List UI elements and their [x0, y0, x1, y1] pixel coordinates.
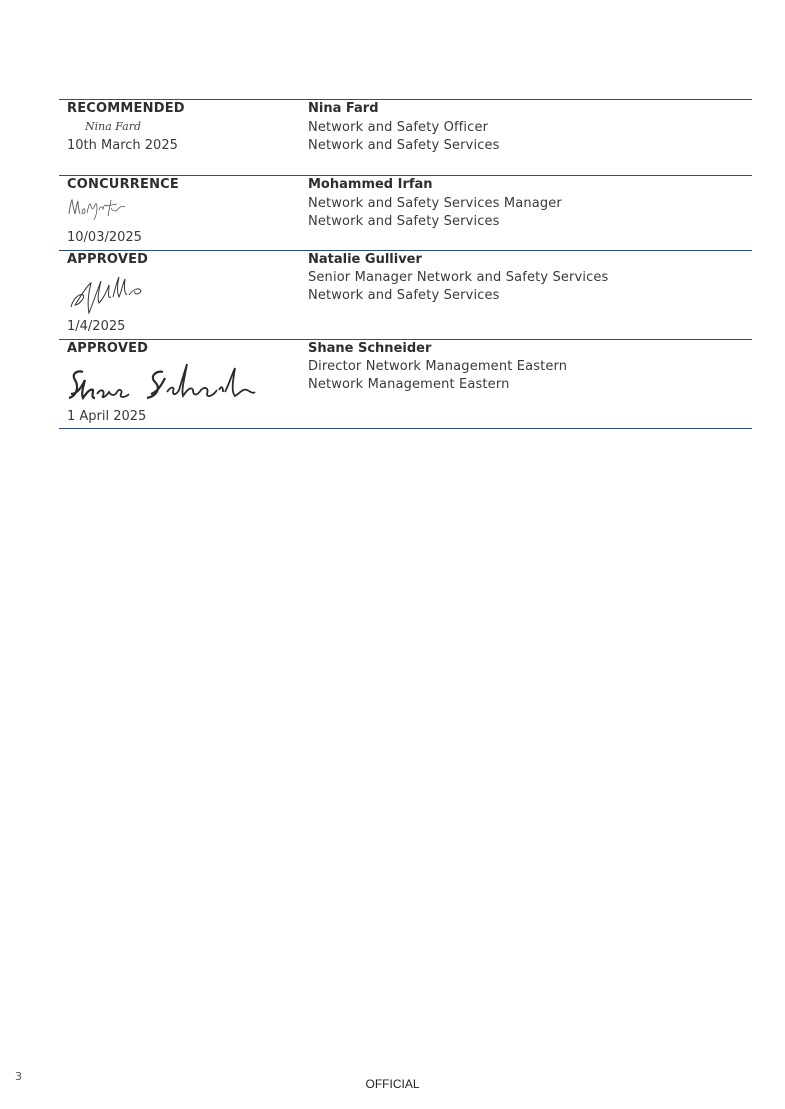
sign-date: 10th March 2025	[67, 138, 178, 153]
person-name: Nina Fard	[308, 101, 379, 116]
role-label: APPROVED	[67, 341, 149, 356]
role-label: APPROVED	[67, 252, 149, 267]
signoff-row-approved-2	[59, 340, 752, 429]
person-unit: Network and Safety Services	[308, 214, 500, 229]
signoff-row-recommended	[59, 100, 752, 176]
signature-mohammed-irfan	[67, 196, 127, 222]
person-title: Network and Safety Officer	[308, 120, 489, 135]
person-unit: Network and Safety Services	[308, 138, 500, 153]
role-label: CONCURRENCE	[67, 177, 179, 192]
signature-natalie-gulliver	[67, 269, 157, 319]
person-title: Senior Manager Network and Safety Services	[308, 270, 609, 285]
security-classification: OFFICIAL	[365, 1077, 420, 1091]
person-name: Mohammed Irfan	[308, 177, 433, 192]
sign-date: 10/03/2025	[67, 230, 142, 245]
signature-shane-schneider	[67, 358, 257, 408]
signoff-left-cell	[67, 251, 297, 339]
signature-nina-fard: Nina Fard	[85, 120, 142, 133]
sign-date: 1/4/2025	[67, 319, 126, 334]
person-title: Director Network Management Eastern	[308, 359, 568, 374]
person-unit: Network Management Eastern	[308, 377, 510, 392]
signoff-row-concurrence	[59, 176, 752, 251]
signoff-left-cell	[67, 340, 297, 428]
signoff-left-cell	[67, 100, 297, 175]
person-name: Shane Schneider	[308, 341, 432, 356]
role-label: RECOMMENDED	[67, 101, 185, 116]
signoff-left-cell	[67, 176, 297, 250]
person-unit: Network and Safety Services	[308, 288, 500, 303]
signoff-row-approved-1	[59, 251, 752, 340]
person-name: Natalie Gulliver	[308, 252, 422, 267]
person-title: Network and Safety Services Manager	[308, 196, 562, 211]
page-number: 3	[15, 1070, 22, 1083]
signoff-table	[59, 99, 752, 429]
sign-date: 1 April 2025	[67, 409, 147, 424]
